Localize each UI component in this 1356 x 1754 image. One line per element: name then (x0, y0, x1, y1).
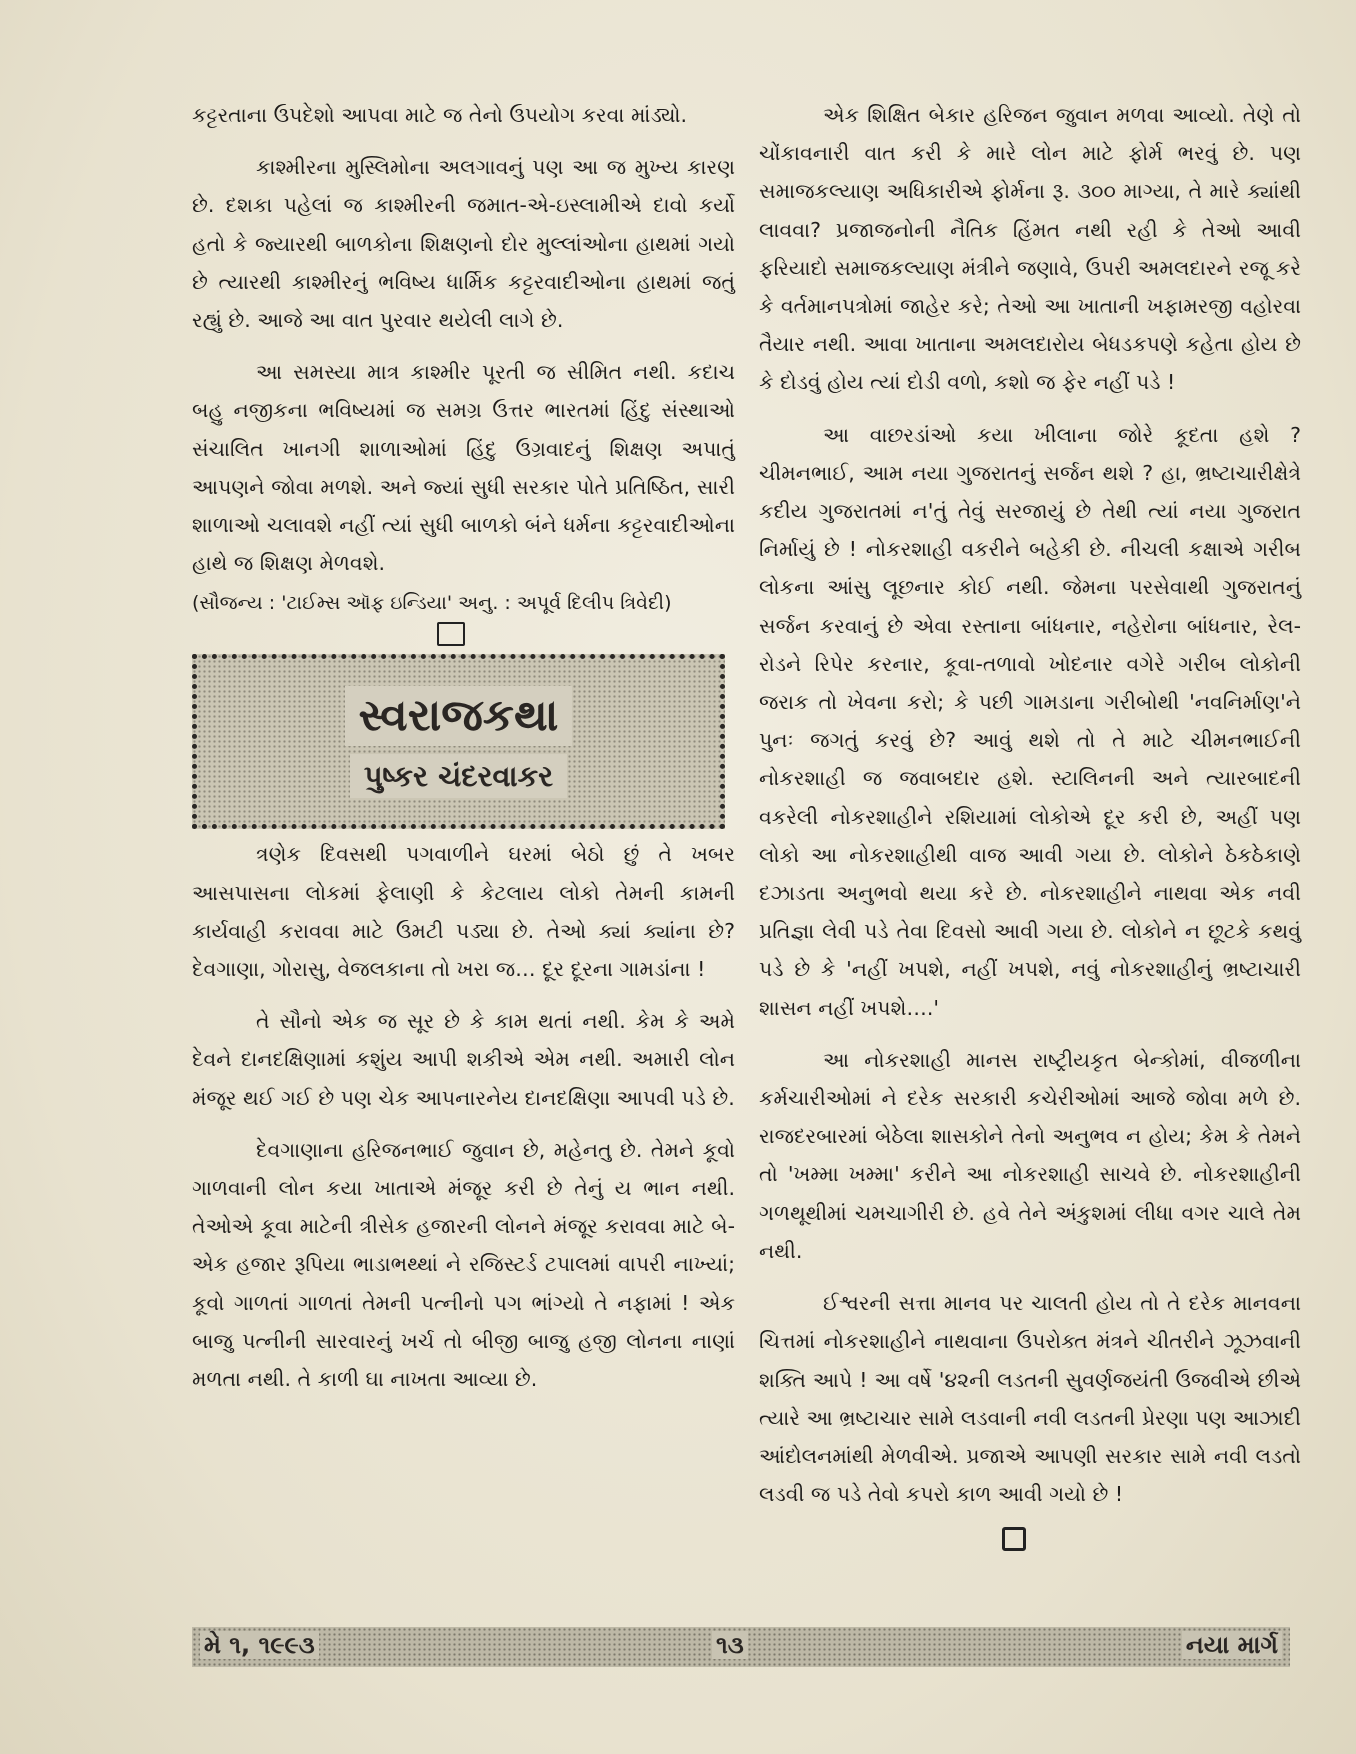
paragraph: ઈશ્વરની સત્તા માનવ પર ચાલતી હોય તો તે દરેક માનવના ચિત્તમાં નોકરશાહીને નાથવાના ઉપરોક્ત મંત્રને ચીતરીને ઝૂઝવાની શક્તિ આપે ! આ વર્ષે '૪૨ની લડતની સુવર્ણજયંતી ઉજવીએ છીએ ત્યારે આ ભ્રષ્ટાચાર સામે લડવાની નવી લડતની પ્રેરણા પણ આઝાદી આંદોલનમાંથી મેળવીએ. પ્રજાએ આપણી સરકાર સામે નવી લડતો લડવી જ પડે તેવો કપરો કાળ આવી ગયો છે ! (759, 1291, 1301, 1507)
paragraph: કાશ્મીરના મુસ્લિમોના અલગાવનું પણ આ જ મુખ્ય કારણ છે. દશકા પહેલાં જ કાશ્મીરની જમાત-એ-ઇસ્લામીએ દાવો કર્યો હતો કે જ્યારથી બાળકોના શિક્ષણનો દોર મુલ્લાંઓના હાથમાં ગયો છે ત્યારથી કાશ્મીરનું ભવિષ્ય ધાર્મિક કટ્ટરવાદીઓના હાથમાં જતું રહ્યું છે. આજે આ વાત પુરવાર થયેલી લાગે છે. (192, 155, 735, 333)
paragraph: એક શિક્ષિત બેકાર હરિજન જુવાન મળવા આવ્યો. તેણે તો ચોંકાવનારી વાત કરી કે મારે લોન માટે ફોર્મ ભરવું છે. પણ સમાજકલ્યાણ અધિકારીએ ફોર્મના રૂ. ૩૦૦ માગ્યા, તે મારે ક્યાંથી લાવવા? પ્રજાજનોની નૈતિક હિંમત નથી રહી કે તેઓ આવી ફરિયાદો સમાજકલ્યાણ મંત્રીને જણાવે, ઉપરી અમલદારને રજૂ કરે કે વર્તમાનપત્રોમાં જાહેર કરે; તેઓ આ ખાતાની ખફામરજી વહોરવા તૈયાર નથી. આવા ખાતાના અમલદારોય બેધડકપણે કહેતા હોય છે કે દોડવું હોય ત્યાં દોડી વળો, કશો જ ફેર નહીં પડે ! (759, 103, 1301, 395)
paragraph: તે સૌનો એક જ સૂર છે કે કામ થતાં નથી. કેમ કે અમે દેવને દાનદક્ષિણામાં કશુંય આપી શકીએ એમ નથી. અમારી લોન મંજૂર થઈ ગઈ છે પણ ચેક આપનારનેય દાનદક્ષિણા આપવી પડે છે. (192, 1009, 735, 1110)
article-title: સ્વરાજકથા (345, 686, 573, 746)
left-column (192, 96, 735, 1398)
article-heading-box (192, 654, 725, 829)
article-end-square-icon (1002, 1527, 1026, 1551)
issue-date: મે ૧, ૧૯૯૩ (200, 1631, 319, 1659)
right-column (759, 96, 1301, 1551)
section-end-square-icon (437, 622, 465, 646)
article-author: પુષ્કર ચંદરવાકર (350, 754, 567, 798)
paragraph: આ વાછરડાંઓ કયા ખીલાના જોરે કૂદતા હશે ? ચીમનભાઈ, આમ નયા ગુજરાતનું સર્જન થશે ? હા, ભ્રષ્ટાચારીક્ષેત્રે કદીય ગુજરાતમાં ન'તું તેવું સરજાયું છે તેથી ત્યાં નયા ગુજરાત નિર્માયું છે ! નોકરશાહી વકરીને બહેકી છે. નીચલી કક્ષાએ ગરીબ લોકના આંસુ લૂછનાર કોઈ નથી. જેમના પરસેવાથી ગુજરાતનું સર્જન કરવાનું છે એવા રસ્તાના બાંધનાર, નહેરોના બાંધનાર, રેલ-રોડને રિપેર કરનાર, કૂવા-તળાવો ખોદનાર વગેરે ગરીબ લોકોની જરાક તો ખેવના કરો; કે પછી ગામડાના ગરીબોથી 'નવનિર્માણ'ને પુનઃ જગતું કરવું છે? આવું થશે તો તે માટે ચીમનભાઈની નોકરશાહી જ જવાબદાર હશે. સ્ટાલિનની અને ત્યારબાદની વકરેલી નોકરશાહીને રશિયામાં લોકોએ દૂર કરી છે, અહીં પણ લોકો આ નોકરશાહીથી વાજ આવી ગયા છે. લોકોને ઠેકઠેકાણે દઝાડતા અનુભવો થયા કરે છે. નોકરશાહીને નાથવા એક નવી પ્રતિજ્ઞા લેવી પડે તેવા દિવસો આવી ગયા છે. લોકોને ન છૂટકે કથવું પડે છે કે 'નહીં ખપશે, નહીં ખપશે, નવું નોકરશાહીનું ભ્રષ્ટાચારી શાસન નહીં ખપશે….' (759, 422, 1301, 1020)
source-credit: (સૌજન્ય : 'ટાઈમ્સ ઑફ ઇન્ડિયા' અનુ. : અપૂર્વ દિલીપ ત્રિવેદી) (192, 592, 672, 615)
paragraph: આ નોકરશાહી માનસ રાષ્ટ્રીયકૃત બેન્કોમાં, વીજળીના કર્મચારીઓમાં ને દરેક સરકારી કચેરીઓમાં આજે જોવા મળે છે. રાજદરબારમાં બેઠેલા શાસકોને તેનો અનુભવ ન હોય; કેમ કે તેમને તો 'ખમ્મા ખમ્મા' કરીને આ નોકરશાહી સાચવે છે. નોકરશાહીની ગળથૂથીમાં ચમચાગીરી છે. હવે તેને અંકુશમાં લીધા વગર ચાલે તેમ નથી. (759, 1047, 1301, 1263)
page-footer (192, 1627, 1290, 1667)
paragraph: આ સમસ્યા માત્ર કાશ્મીર પૂરતી જ સીમિત નથી. કદાચ બહુ નજીકના ભવિષ્યમાં જ સમગ્ર ઉત્તર ભારતમાં હિંદુ સંસ્થાઓ સંચાલિત ખાનગી શાળાઓમાં હિંદુ ઉગ્રવાદનું શિક્ષણ અપાતું આપણને જોવા મળશે. અને જ્યાં સુધી સરકાર પોતે પ્રતિષ્ઠિત, સારી શાળાઓ ચલાવશે નહીં ત્યાં સુધી બાળકો બંને ધર્મના કટ્ટરવાદીઓના હાથે જ શિક્ષણ મેળવશે. (192, 360, 735, 576)
paragraph: કટ્ટરતાના ઉપદેશો આપવા માટે જ તેનો ઉપયોગ કરવા માંડ્યો. (192, 103, 688, 127)
paragraph: ત્રણેક દિવસથી પગવાળીને ઘરમાં બેઠો છું તે ખબર આસપાસના લોકમાં ફેલાણી કે કેટલાય લોકો તેમની કામની કાર્યવાહી કરાવવા માટે ઉમટી પડ્યા છે. તેઓ ક્યાં ક્યાંના છે? દેવગાણા, ગોરાસુ, વેજલકાના તો ખરા જ… દૂર દૂરના ગામડાંના ! (192, 842, 735, 982)
page-number: ૧૩ (712, 1631, 748, 1659)
paragraph: દેવગાણાના હરિજનભાઈ જુવાન છે, મહેનતુ છે. તેમને કૂવો ગાળવાની લોન કયા ખાતાએ મંજૂર કરી છે તેનું ય ભાન નથી. તેઓએ કૂવા માટેની ત્રીસેક હજારની લોનને મંજૂર કરાવવા માટે બે-એક હજાર રૂપિયા ભાડાભથ્થાં ને રજિસ્ટર્ડ ટપાલમાં વાપરી નાખ્યાં; કૂવો ગાળતાં ગાળતાં તેમની પત્નીનો પગ ભાંગ્યો તે નફામાં ! એક બાજુ પત્નીની સારવારનું ખર્ચ તો બીજી બાજુ હજી લોનના નાણાં મળતા નથી. તે કાળી ઘા નાખતા આવ્યા છે. (192, 1137, 735, 1392)
magazine-name: નયા માર્ગ (1182, 1631, 1282, 1659)
